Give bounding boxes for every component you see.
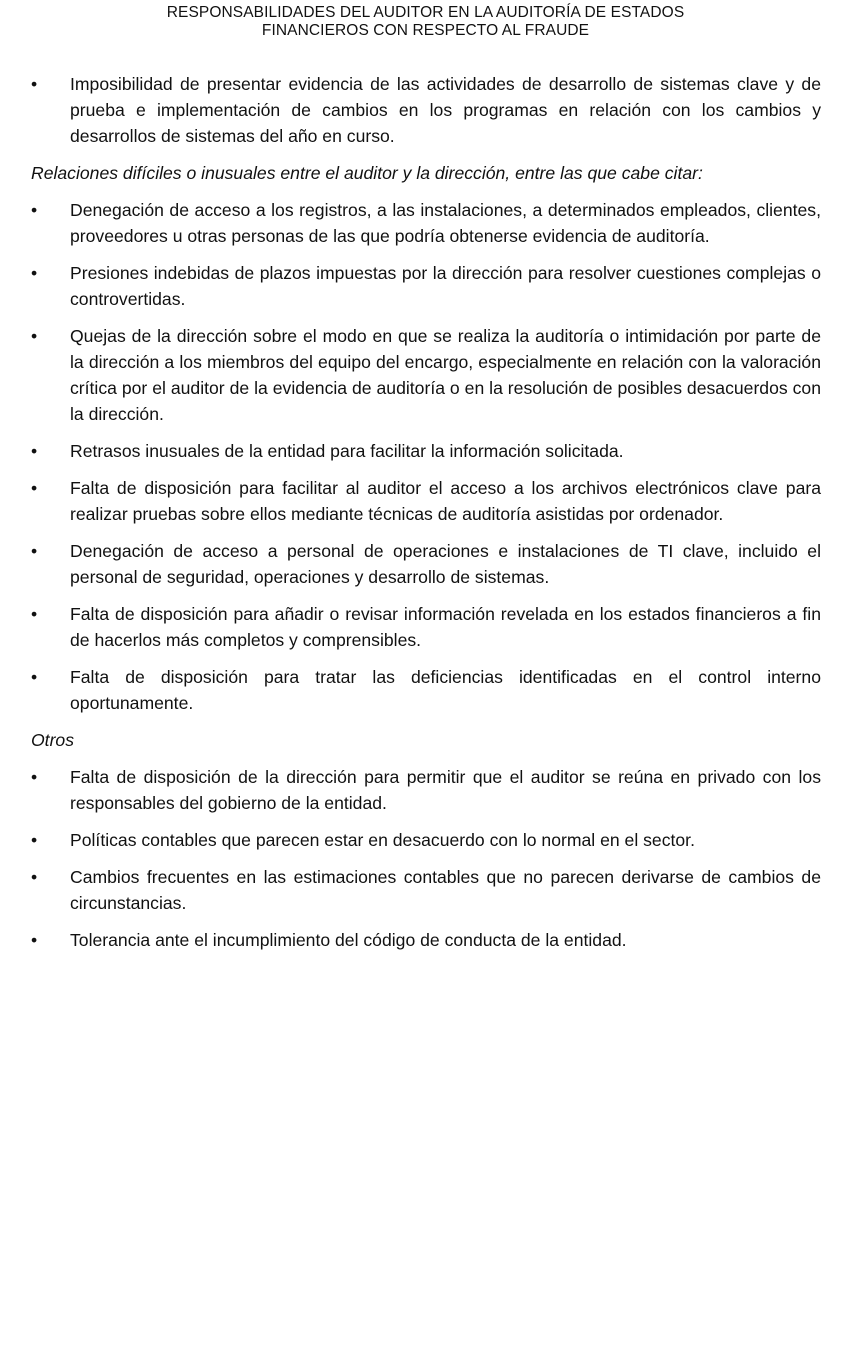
bullet-icon: •	[31, 930, 38, 950]
bullet-icon: •	[31, 541, 38, 561]
bullet-icon: •	[31, 767, 38, 787]
list-item-text: Presiones indebidas de plazos impuestas por la dirección para resolver cuestiones complejas o controvertidas.	[70, 263, 821, 309]
header-line-1: RESPONSABILIDADES DEL AUDITOR EN LA AUDITORÍA DE ESTADOS	[166, 4, 685, 21]
bullet-icon: •	[31, 667, 38, 687]
list-item	[31, 323, 821, 427]
list-item-text: Falta de disposición para tratar las deficiencias identificadas en el control interno oportunamente.	[70, 667, 821, 713]
list-item	[31, 71, 821, 149]
intro-list	[31, 71, 821, 149]
list-item-text: Denegación de acceso a personal de operaciones e instalaciones de TI clave, incluido el personal de seguridad, operaciones y desarrollo de sistemas.	[70, 541, 821, 587]
list-item-text: Falta de disposición para añadir o revisar información revelada en los estados financieros a fin de hacerlos más completos y comprensibles.	[70, 604, 821, 650]
list-item	[31, 827, 821, 853]
list-item-text: Denegación de acceso a los registros, a las instalaciones, a determinados empleados, clientes, proveedores u otras personas de las que podría obtenerse evidencia de auditoría.	[70, 200, 821, 246]
list-item-text: Imposibilidad de presentar evidencia de las actividades de desarrollo de sistemas clave y de prueba e implementación de cambios en los programas en relación con los cambios y desarrollos de sistemas del año en curso.	[70, 74, 821, 146]
list-item-text: Falta de disposición de la dirección para permitir que el auditor se reúna en privado con los responsables del gobierno de la entidad.	[70, 767, 821, 813]
list-item-text: Falta de disposición para facilitar al auditor el acceso a los archivos electrónicos clave para realizar pruebas sobre ellos mediante técnicas de auditoría asistidas por ordenador.	[70, 478, 821, 524]
list-item	[31, 664, 821, 716]
bullet-icon: •	[31, 867, 38, 887]
list-item	[31, 764, 821, 816]
list-item	[31, 538, 821, 590]
bullet-icon: •	[31, 263, 38, 283]
list-item	[31, 260, 821, 312]
header-line-2: FINANCIEROS CON RESPECTO AL FRAUDE	[261, 22, 590, 39]
list-item-text: Retrasos inusuales de la entidad para facilitar la información solicitada.	[70, 441, 624, 461]
bullet-icon: •	[31, 441, 38, 461]
bullet-icon: •	[31, 74, 38, 94]
bullet-icon: •	[31, 604, 38, 624]
document-body	[31, 71, 821, 964]
list-item	[31, 438, 821, 464]
list-item-text: Políticas contables que parecen estar en desacuerdo con lo normal en el sector.	[70, 830, 695, 850]
relaciones-list	[31, 197, 821, 716]
list-item	[31, 475, 821, 527]
bullet-icon: •	[31, 830, 38, 850]
page-header	[0, 4, 851, 40]
list-item-text: Cambios frecuentes en las estimaciones contables que no parecen derivarse de cambios de circunstancias.	[70, 867, 821, 913]
bullet-icon: •	[31, 326, 38, 346]
list-item-text: Tolerancia ante el incumplimiento del código de conducta de la entidad.	[70, 930, 627, 950]
list-item	[31, 601, 821, 653]
list-item	[31, 927, 821, 953]
list-item	[31, 864, 821, 916]
bullet-icon: •	[31, 200, 38, 220]
list-item-text: Quejas de la dirección sobre el modo en que se realiza la auditoría o intimidación por parte de la dirección a los miembros del equipo del encargo, especialmente en relación con la valoración crítica por el auditor de la evidencia de auditoría o en la resolución de posibles desacuerdos con la dirección.	[70, 326, 821, 424]
section-title-relaciones: Relaciones difíciles o inusuales entre el auditor y la dirección, entre las que cabe citar:	[31, 163, 703, 183]
otros-list	[31, 764, 821, 953]
bullet-icon: •	[31, 478, 38, 498]
section-title-otros: Otros	[31, 730, 75, 750]
list-item	[31, 197, 821, 249]
